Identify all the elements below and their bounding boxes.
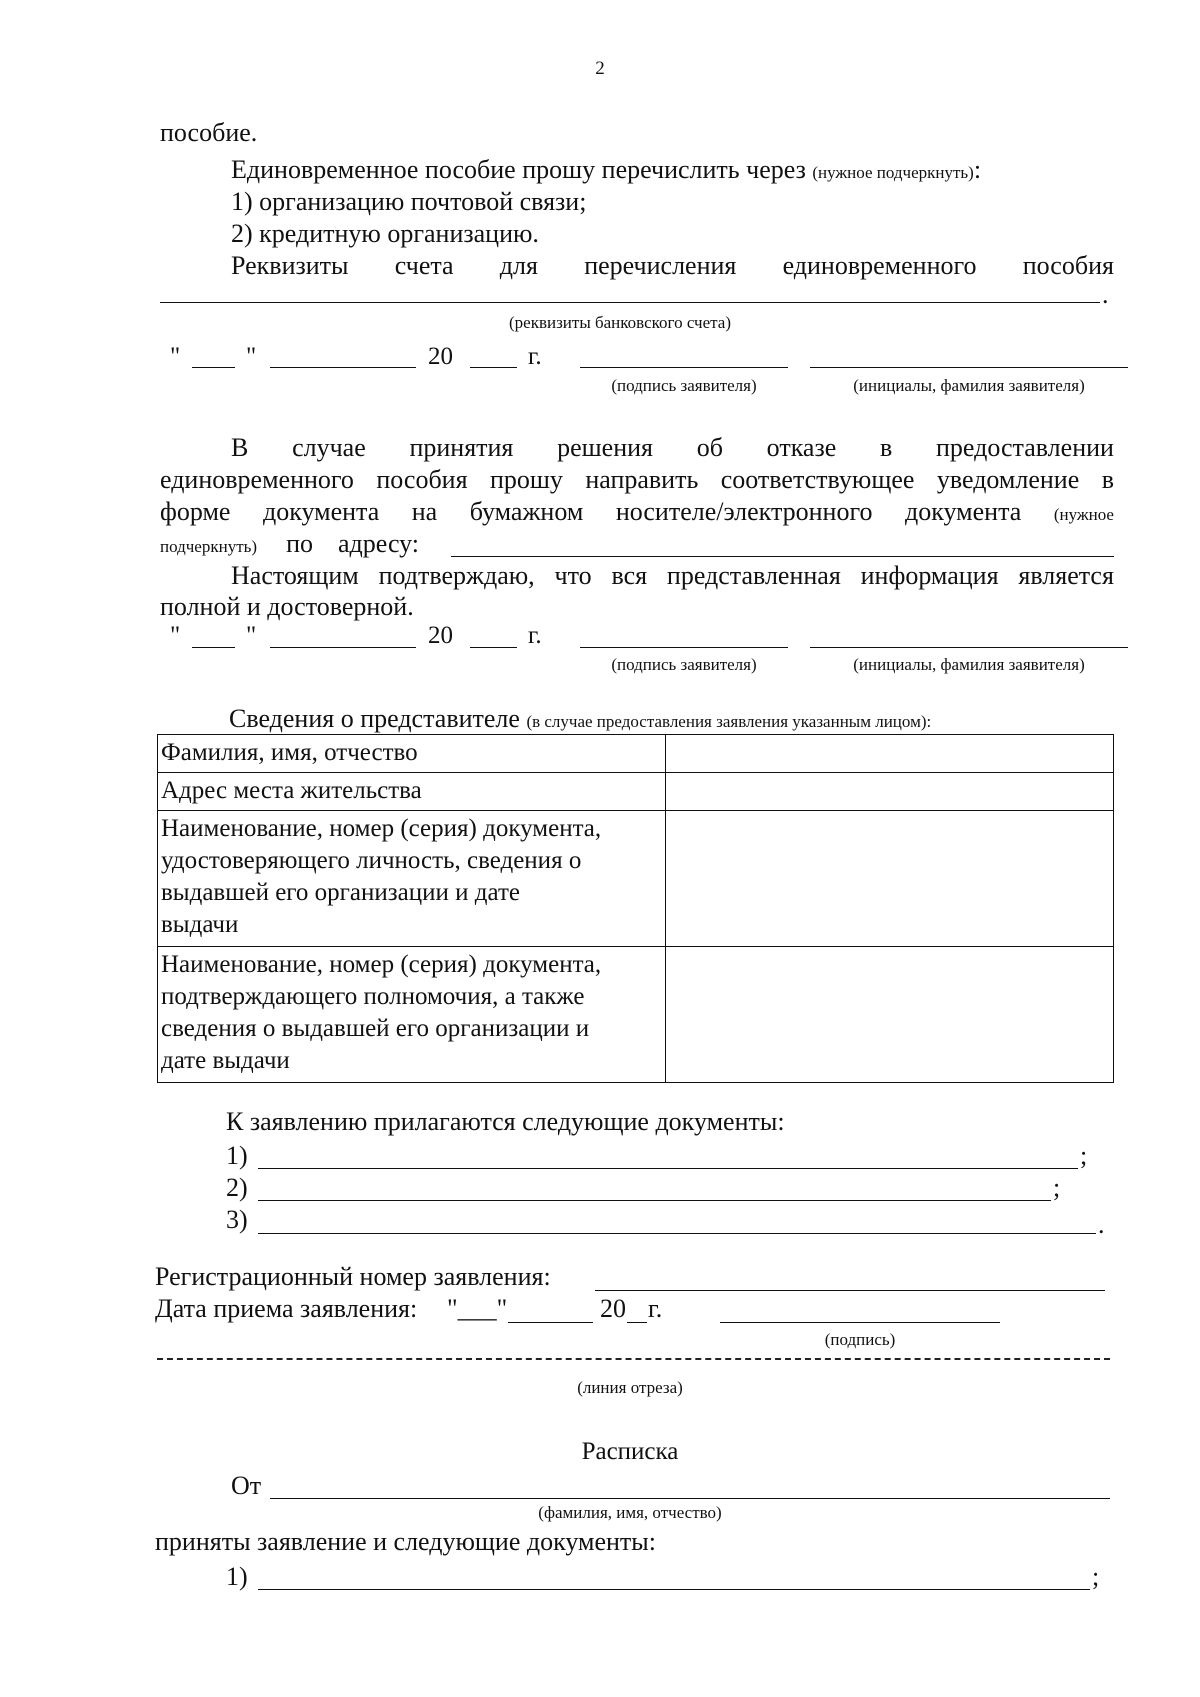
intro-word: пособие. [160, 118, 258, 147]
receipt-item-number: 1) [226, 1562, 248, 1591]
requisites-caption: (реквизиты банковского счета) [508, 313, 731, 332]
date-century: 20 [428, 622, 453, 649]
date-month-field[interactable] [270, 367, 416, 368]
registration-date-label: Дата приема заявления: [155, 1294, 418, 1323]
table-cell-label [158, 735, 666, 773]
signature-caption: (подпись заявителя) [611, 376, 757, 395]
name-field[interactable] [810, 647, 1128, 648]
page-number: 2 [595, 58, 605, 79]
word: прошу [489, 465, 563, 494]
name-caption: (инициалы, фамилия заявителя) [853, 376, 1085, 395]
attachment-end: ; [1080, 1141, 1088, 1170]
table-cell-value[interactable] [666, 947, 1114, 1083]
payment-text: Единовременное пособие прошу перечислить через [231, 155, 806, 184]
word: об [696, 433, 723, 462]
table-cell-value[interactable] [666, 811, 1114, 947]
word: на [411, 497, 438, 526]
word: документа [262, 497, 380, 526]
attachment-field-2[interactable] [258, 1200, 1051, 1201]
date-year-suffix: г. [528, 622, 542, 649]
table-cell-value[interactable] [666, 735, 1114, 773]
representative-heading-note: (в случае предоставления заявления указанным лицом): [526, 712, 932, 731]
cell-line: дате выдачи [161, 1047, 290, 1074]
receipt-from-label: От [231, 1471, 262, 1500]
date-quote-open: " [170, 343, 181, 370]
address-field[interactable] [451, 556, 1114, 557]
cell-line: сведения о выдавшей его организации и [161, 1015, 590, 1042]
attachment-number: 2) [226, 1173, 248, 1202]
registration-date-quotes: "___" [447, 1294, 508, 1323]
attachment-field-3[interactable] [258, 1233, 1096, 1234]
table-cell-label [158, 947, 666, 1083]
representative-heading [229, 704, 931, 737]
word: решения [557, 433, 653, 462]
word: представленная [666, 561, 841, 590]
attachment-number: 1) [226, 1141, 248, 1170]
table-cell-value[interactable] [666, 773, 1114, 811]
word: документа [905, 497, 1022, 526]
table-cell-label [158, 773, 666, 811]
date-century: 20 [428, 343, 453, 370]
table-row [158, 947, 1114, 1083]
date-quote-close: " [246, 622, 257, 649]
word: подтверждаю, [378, 561, 535, 590]
word: Реквизиты [231, 251, 349, 280]
word: является [1018, 561, 1114, 590]
word: информация [860, 561, 999, 590]
registration-date-century: 20 [600, 1294, 626, 1323]
attachment-number: 3) [226, 1205, 248, 1234]
table-row [158, 811, 1114, 947]
word: пособия [1022, 251, 1114, 280]
word: отказе [766, 433, 837, 462]
cell-line: удостоверяющего личность, сведения о [161, 847, 582, 874]
registration-signature-caption: (подпись) [824, 1330, 896, 1349]
word: вся [611, 561, 648, 590]
cut-line [157, 1358, 1110, 1360]
receipt-title: Расписка [581, 1438, 679, 1465]
word: носителе/электронного [615, 497, 873, 526]
word: в [880, 433, 893, 462]
receipt-item-field[interactable] [258, 1589, 1090, 1590]
date-day-field[interactable] [192, 367, 235, 368]
word: принятия [409, 433, 514, 462]
word: что [554, 561, 592, 590]
date-quote-close: " [246, 343, 257, 370]
refusal-line-4 [160, 529, 419, 562]
signature-caption: (подпись заявителя) [611, 655, 757, 674]
attachment-end: . [1098, 1210, 1105, 1239]
refusal-line-3 [160, 497, 1114, 530]
date-quote-open: " [170, 622, 181, 649]
signature-field[interactable] [580, 367, 788, 368]
table-row [158, 773, 1114, 811]
word: (нужное [1053, 505, 1114, 524]
word: единовременного [782, 251, 977, 280]
cell-line: выдавшей его организации и дате [161, 879, 520, 906]
table-row [158, 735, 1114, 773]
word: В [231, 433, 249, 462]
signature-field[interactable] [580, 647, 788, 648]
requisites-line [231, 251, 1114, 281]
word: уведомление [936, 465, 1080, 494]
registration-date-year-suffix: г. [648, 1294, 663, 1323]
registration-number-field[interactable] [595, 1290, 1105, 1291]
attachment-end: ; [1053, 1173, 1061, 1202]
representative-heading-text: Сведения о представителе [229, 704, 520, 733]
confirmation-line-2: полной и достоверной. [160, 592, 414, 621]
name-field[interactable] [810, 367, 1128, 368]
word: соответствующее [720, 465, 915, 494]
registration-date-month-field[interactable] [508, 1322, 593, 1323]
word: пособия [376, 465, 468, 494]
cut-line-caption: (линия отреза) [577, 1378, 683, 1397]
cell-line: подтверждающего полномочия, а также [161, 983, 585, 1010]
payment-option-bank: 2) кредитную организацию. [231, 219, 539, 248]
word: единовременного [160, 465, 354, 494]
table-cell-label [158, 811, 666, 947]
word: направить [585, 465, 699, 494]
requisites-field[interactable] [160, 302, 1100, 303]
refusal-line-1 [231, 433, 1114, 463]
word: адресу: [337, 529, 420, 558]
cell-line: Наименование, номер (серия) документа, [161, 815, 602, 842]
confirmation-line-1 [231, 561, 1114, 591]
word: в [1101, 465, 1114, 494]
attachments-heading: К заявлению прилагаются следующие документы: [226, 1107, 785, 1136]
date-day-field[interactable] [192, 647, 235, 648]
payment-instruction [231, 155, 981, 188]
receipt-accepted-text: приняты заявление и следующие документы: [155, 1527, 656, 1556]
registration-number-label: Регистрационный номер заявления: [155, 1262, 551, 1291]
requisites-end: . [1102, 280, 1109, 309]
word: по [286, 529, 313, 558]
payment-colon: : [973, 155, 982, 184]
cell-line: выдачи [161, 911, 239, 938]
date-year-suffix: г. [528, 343, 542, 370]
payment-option-post: 1) организацию почтовой связи; [231, 187, 587, 216]
registration-signature-field[interactable] [720, 1322, 1000, 1323]
word: перечисления [584, 251, 737, 280]
name-caption: (инициалы, фамилия заявителя) [853, 655, 1085, 674]
word: бумажном [469, 497, 584, 526]
word: счета [394, 251, 454, 280]
payment-note: (нужное подчеркнуть) [812, 163, 974, 182]
word: Настоящим [231, 561, 359, 590]
cell-line: Фамилия, имя, отчество [161, 739, 418, 766]
refusal-note: подчеркнуть) [160, 537, 258, 556]
receipt-item-end: ; [1092, 1562, 1100, 1591]
date-month-field[interactable] [270, 647, 416, 648]
word: случае [292, 433, 366, 462]
receipt-from-caption: (фамилия, имя, отчество) [538, 1503, 722, 1522]
date-year-field[interactable] [470, 647, 517, 648]
registration-date-year-field[interactable] [627, 1322, 647, 1323]
date-year-field[interactable] [470, 367, 517, 368]
refusal-line-2 [160, 465, 1114, 495]
cell-line: Адрес места жительства [161, 777, 422, 804]
word: для [499, 251, 538, 280]
receipt-from-field[interactable] [270, 1498, 1110, 1499]
word: форме [160, 497, 231, 526]
cell-line: Наименование, номер (серия) документа, [161, 951, 602, 978]
word: предоставлении [936, 433, 1114, 462]
representative-table [157, 734, 1114, 1083]
attachment-field-1[interactable] [258, 1168, 1078, 1169]
